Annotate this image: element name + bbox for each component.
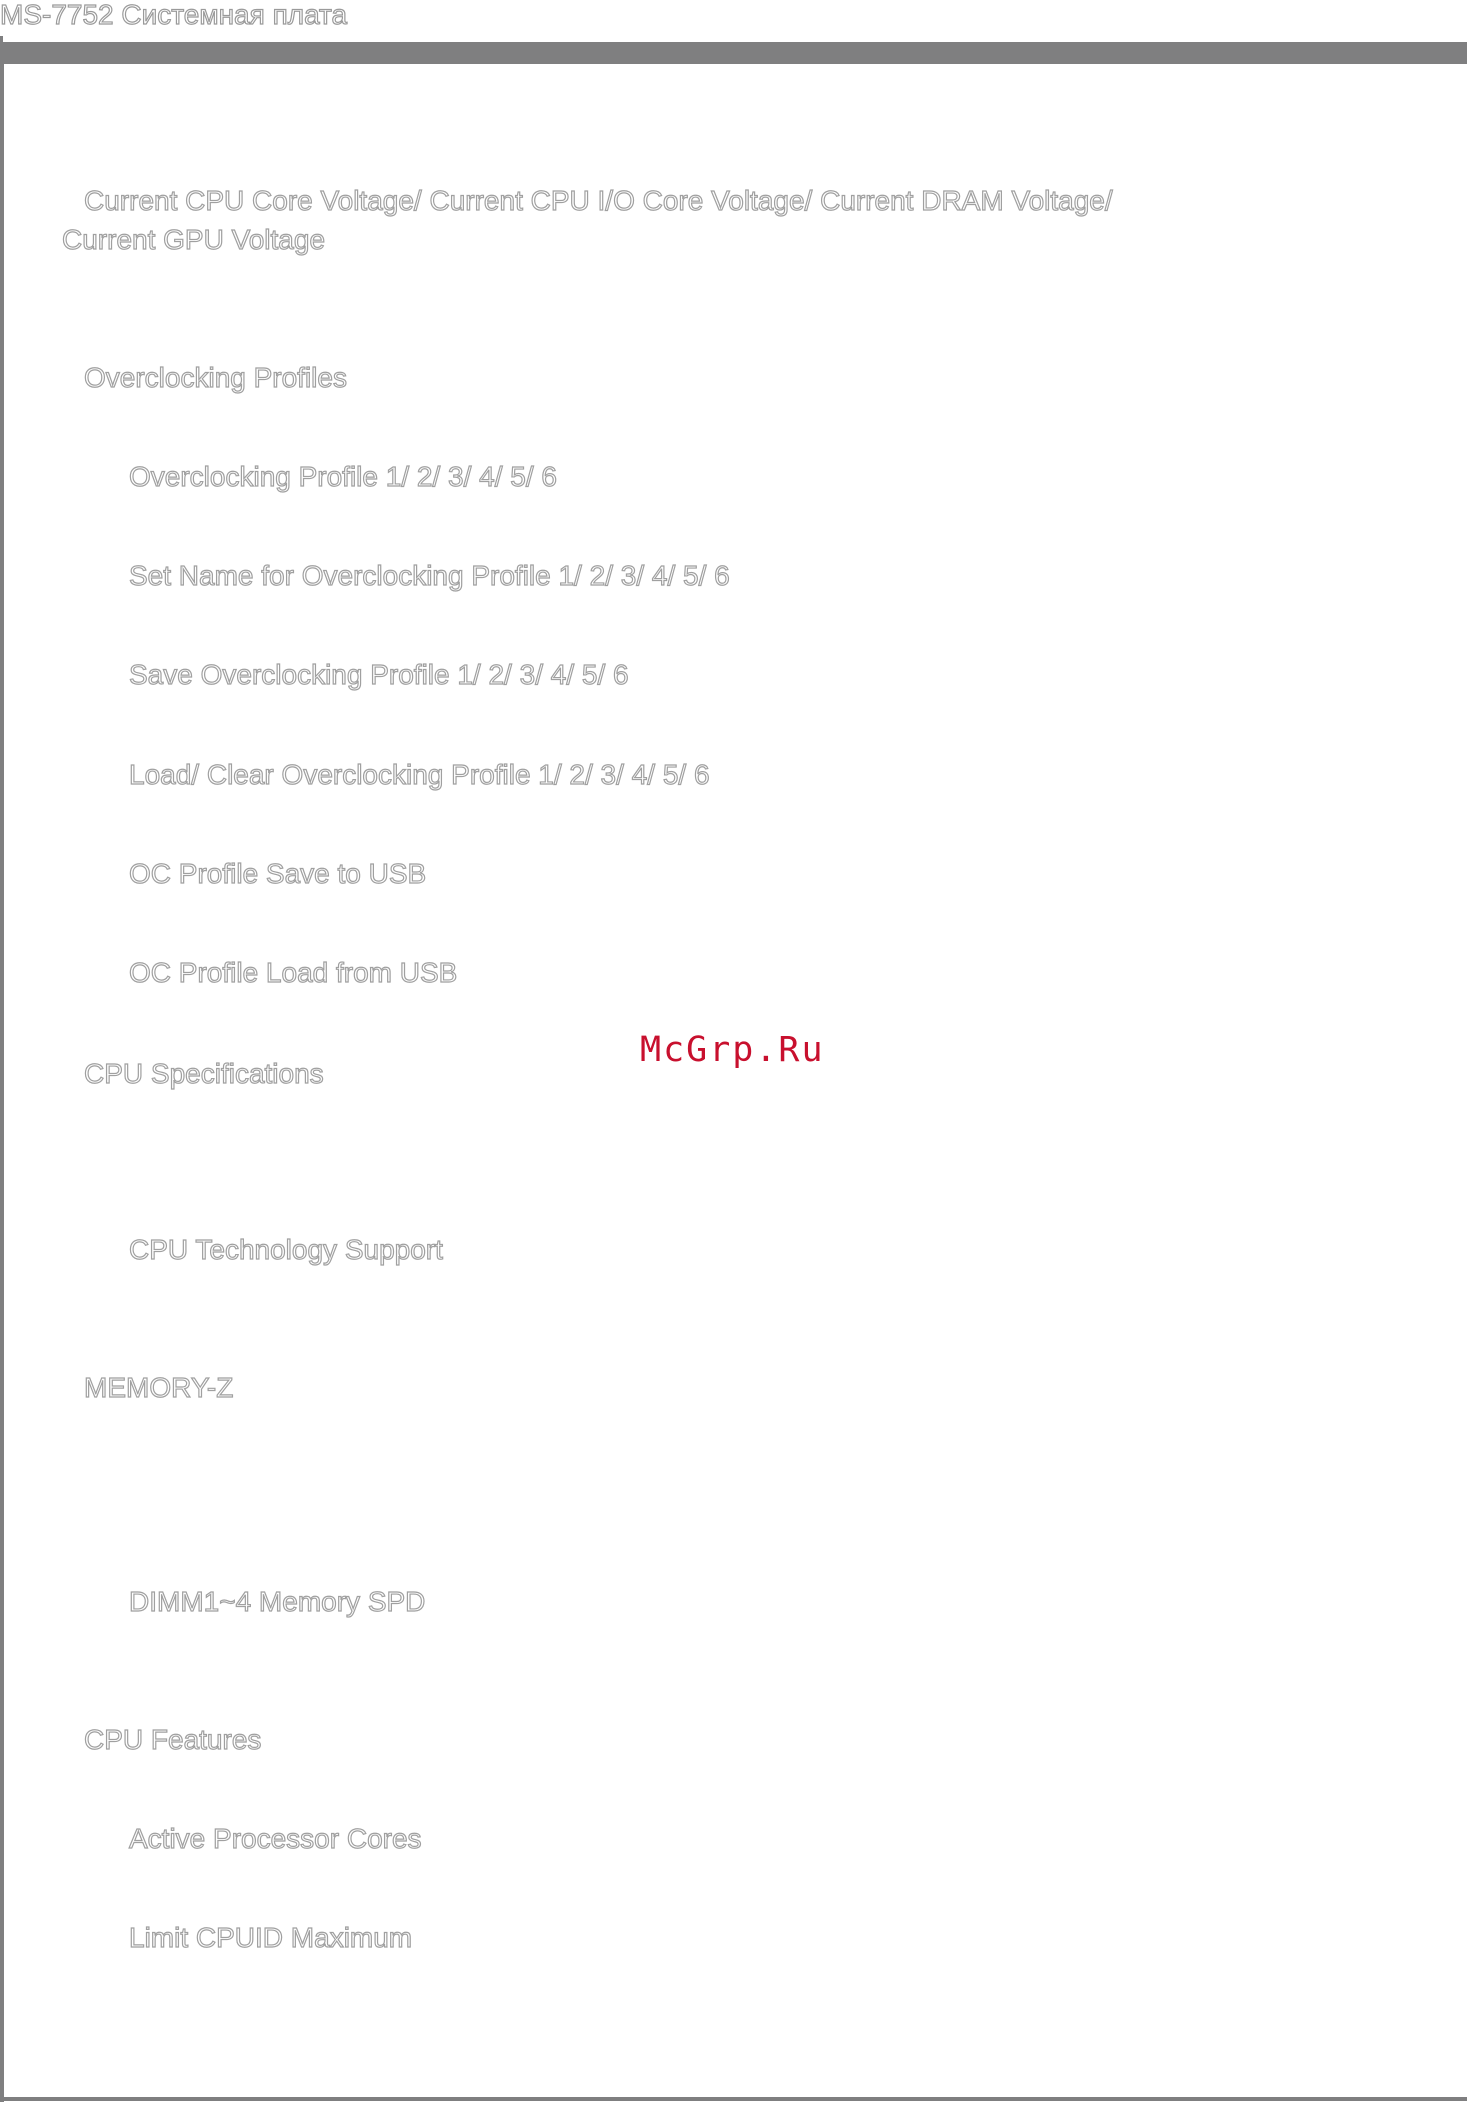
save-overclocking-profile-item: Save Overclocking Profile 1/ 2/ 3/ 4/ 5/ 6 bbox=[129, 659, 629, 690]
watermark-logo: McGrp.Ru bbox=[640, 1030, 825, 1070]
dimm-memory-spd-item: DIMM1~4 Memory SPD bbox=[129, 1586, 426, 1617]
limit-cpuid-maximum-item: Limit CPUID Maximum bbox=[129, 1922, 413, 1953]
frame-bottom-border bbox=[0, 2097, 1467, 2101]
voltage-item-line2: Current GPU Voltage bbox=[62, 224, 326, 255]
overclocking-profile-item: Overclocking Profile 1/ 2/ 3/ 4/ 5/ 6 bbox=[129, 461, 557, 492]
load-clear-overclocking-profile-item: Load/ Clear Overclocking Profile 1/ 2/ 3/ 4/ 5/ 6 bbox=[129, 759, 710, 790]
cpu-specifications-heading: CPU Specifications bbox=[84, 1058, 324, 1089]
overclocking-profiles-heading: Overclocking Profiles bbox=[84, 362, 347, 393]
oc-profile-save-usb-item: OC Profile Save to USB bbox=[129, 858, 427, 889]
cpu-technology-support-item: CPU Technology Support bbox=[129, 1234, 443, 1265]
active-processor-cores-item: Active Processor Cores bbox=[129, 1823, 422, 1854]
voltage-item-line1: Current CPU Core Voltage/ Current CPU I/O Core Voltage/ Current DRAM Voltage/ bbox=[84, 185, 1113, 216]
memory-z-heading: MEMORY-Z bbox=[84, 1372, 234, 1403]
cpu-features-heading: CPU Features bbox=[84, 1724, 262, 1755]
set-name-overclocking-profile-item: Set Name for Overclocking Profile 1/ 2/ 3/ 4/ 5/ 6 bbox=[129, 560, 730, 591]
header-bar bbox=[0, 42, 1467, 64]
page-header-title: MS-7752 Системная плата bbox=[0, 0, 348, 30]
oc-profile-load-usb-item: OC Profile Load from USB bbox=[129, 957, 458, 988]
frame-left-border bbox=[0, 42, 4, 2102]
